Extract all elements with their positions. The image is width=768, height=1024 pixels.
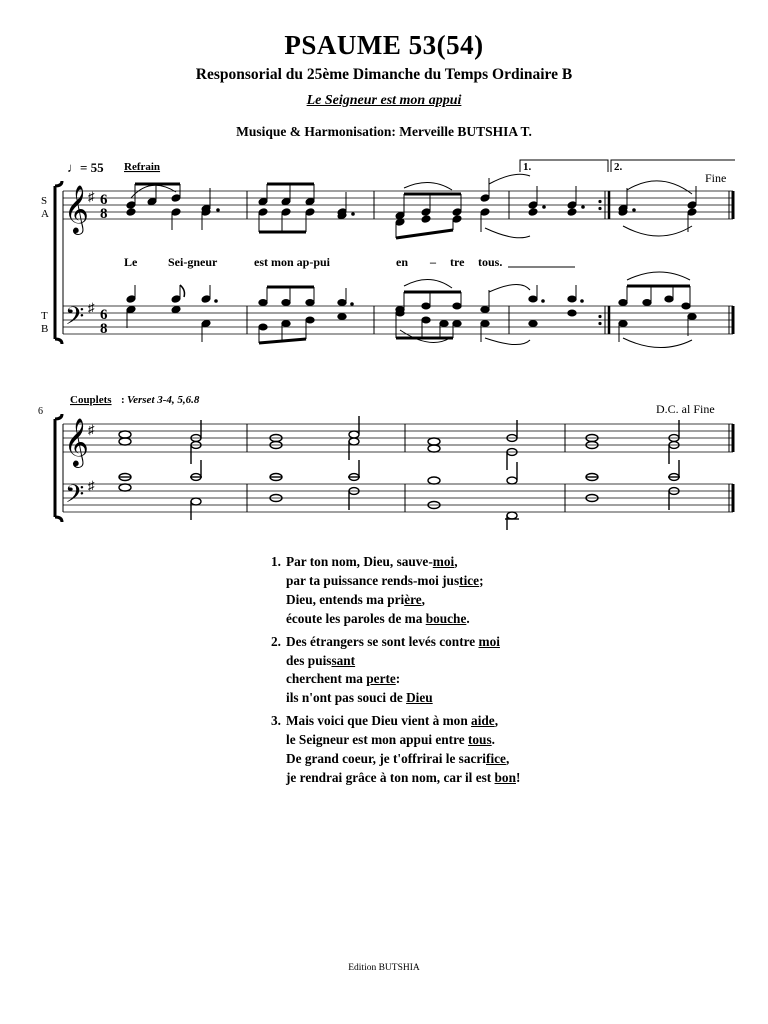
verse-punctuation: , <box>494 713 499 729</box>
staff-label-alto: A <box>41 208 49 220</box>
verse-text: Mais voici que Dieu vient à mon <box>286 713 472 729</box>
page-subtitle: Responsorial du 25ème Dimanche du Temps Ordinaire B <box>195 66 573 83</box>
key-signature-sharp-icon: ♯ <box>88 189 95 204</box>
verse-text: je rendrai grâce à ton nom, car il est <box>286 769 495 785</box>
verse-line <box>271 712 520 731</box>
verse-text: ils n'ont pas souci de <box>286 690 407 706</box>
couplets-colon: : <box>121 394 125 406</box>
verse-line <box>271 591 520 610</box>
svg-text:en: en <box>396 255 408 269</box>
verse-line <box>271 670 520 689</box>
verse-punctuation: , <box>421 591 425 607</box>
verse-accent-syllable: ère <box>404 591 422 607</box>
verse-accent-syllable: fice <box>486 751 506 767</box>
couplets-label: Couplets <box>70 394 112 406</box>
verse-text: Par ton nom, Dieu, sauve- <box>286 554 433 569</box>
svg-text:Le: Le <box>124 255 138 269</box>
verse-accent-syllable: perte <box>366 671 396 687</box>
staff-label-tenor: T <box>41 310 48 322</box>
chant-notes-system-2 <box>119 416 680 530</box>
verse-number: 3. <box>271 713 281 729</box>
staff-label-bass: B <box>41 323 49 335</box>
svg-text:est mon ap-pui: est mon ap-pui <box>254 255 331 269</box>
key-signature-sharp-icon: ♯ <box>88 478 95 493</box>
bass-clef-icon: 𝄢 <box>65 481 85 514</box>
time-signature-denominator: 8 <box>100 321 108 337</box>
verses-block <box>271 553 520 788</box>
verse-accent-syllable: moi <box>478 633 500 649</box>
refrain-label: Refrain <box>124 161 161 173</box>
staff-label-soprano: S <box>41 195 48 207</box>
treble-clef-icon: 𝄞 <box>64 187 89 233</box>
verse-text: Des étrangers se sont levés contre <box>286 633 479 649</box>
verse-text: De grand coeur, je t'offrirai le sacri <box>286 751 487 767</box>
system-bracket-1 <box>55 181 62 344</box>
verse-line <box>271 731 520 750</box>
verse-text: Dieu, entends ma pri <box>286 591 405 607</box>
verse-punctuation: ! <box>515 769 521 785</box>
verse-accent-syllable: moi <box>432 554 455 569</box>
system-bracket-2 <box>55 414 62 522</box>
verse-line <box>271 610 520 629</box>
refrain-lyrics <box>124 255 575 269</box>
lower-notes-system-1 <box>126 272 696 348</box>
dc-al-fine-marking: D.C. al Fine <box>656 402 715 416</box>
volta-1-label: 1. <box>523 161 532 173</box>
verse-line <box>271 652 520 671</box>
volta-2-label: 2. <box>614 161 623 173</box>
time-signature-numerator: 6 <box>100 192 108 208</box>
key-signature-sharp-icon: ♯ <box>88 300 95 315</box>
verse-text: cherchent ma <box>286 671 367 687</box>
verse-text: le Seigneur est mon appui entre <box>286 732 468 748</box>
verse-accent-syllable: aide <box>471 713 495 729</box>
staff-upper-system-2 <box>63 424 733 452</box>
verse-line <box>271 572 520 591</box>
verse-accent-syllable: tous <box>467 732 492 748</box>
svg-text:tre: tre <box>450 255 465 269</box>
verse-text: écoute les paroles de ma <box>286 610 426 626</box>
verse-punctuation: , <box>454 554 458 569</box>
verse-line <box>271 633 520 652</box>
verse-line <box>271 553 520 572</box>
key-signature-sharp-icon: ♯ <box>88 422 95 437</box>
verse-punctuation: . <box>466 610 470 626</box>
couplets-verses: Verset 3-4, 5,6.8 <box>127 394 200 406</box>
treble-clef-icon: 𝄞 <box>64 420 89 466</box>
verse-number: 2. <box>271 633 281 649</box>
fine-marking: Fine <box>705 171 727 185</box>
svg-text:Sei-gneur: Sei-gneur <box>168 255 218 269</box>
verse-line <box>271 769 520 788</box>
barlines-system-2 <box>63 424 733 512</box>
verse-punctuation: , <box>505 751 510 767</box>
tempo-marking: ♩= 55 <box>67 160 104 175</box>
svg-text:tous.: tous. <box>478 255 503 269</box>
measure-number: 6 <box>38 406 43 417</box>
footer-edition: Edition BUTSHIA <box>348 963 420 973</box>
verse-accent-syllable: bon <box>494 769 516 785</box>
verse-text: des puis <box>286 652 332 668</box>
verse-accent-syllable: bouche <box>425 610 467 626</box>
staff-lower-system-2 <box>63 484 733 512</box>
verse-punctuation: . <box>491 732 495 748</box>
verse-accent-syllable: sant <box>331 652 356 668</box>
svg-text:–: – <box>430 255 436 269</box>
bass-clef-icon: 𝄢 <box>65 303 85 336</box>
verse-line <box>271 689 520 708</box>
volta-bracket-1 <box>520 160 608 172</box>
upper-notes-system-1 <box>126 174 697 238</box>
verse-punctuation: : <box>395 671 401 687</box>
verse-text: par ta puissance rends-moi jus <box>286 572 460 588</box>
time-signature-denominator: 8 <box>100 206 108 222</box>
composer-credits: Musique & Harmonisation: Merveille BUTSHIA T. <box>236 124 532 139</box>
page-title: PSAUME 53(54) <box>284 30 484 60</box>
verse-number: 1. <box>271 554 281 569</box>
verse-accent-syllable: tice <box>459 572 480 588</box>
verse-punctuation: ; <box>479 572 484 588</box>
time-signature-numerator: 6 <box>100 307 108 323</box>
antiphon-title: Le Seigneur est mon appui <box>306 93 462 108</box>
verse-line <box>271 750 520 769</box>
verse-accent-syllable: Dieu <box>406 690 433 706</box>
